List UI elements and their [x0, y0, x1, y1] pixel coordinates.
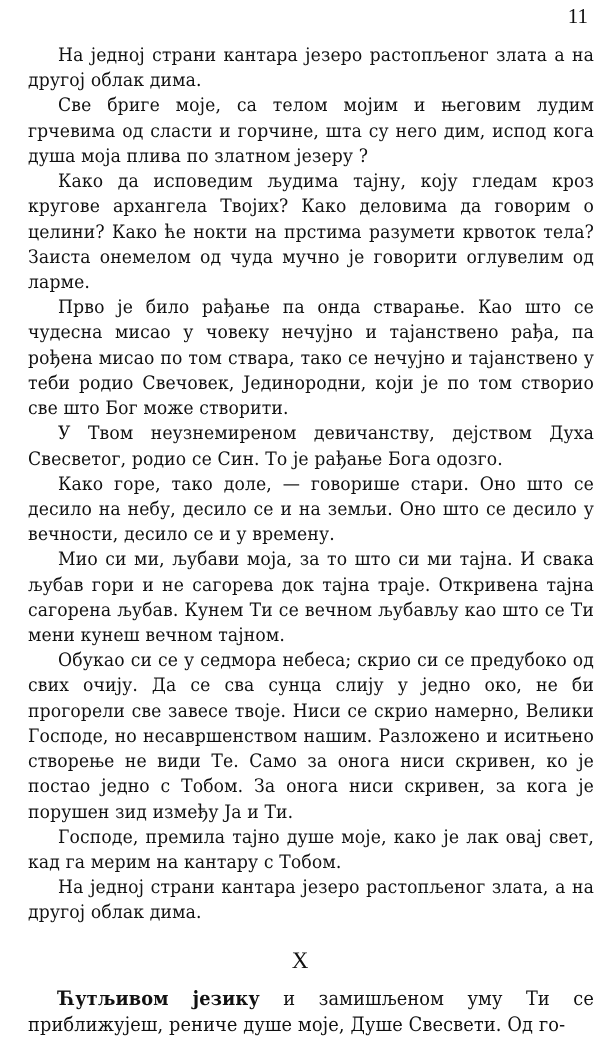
paragraph: Мио си ми, љубави моја, за то што си ми тајна. И свака љубав гори и не сагорева док тајна траје. Откривена тајна сагорена љубав. Кунем Ти се вечном љубављу као што се Ти мени кунеш вечном тајном. [28, 547, 594, 647]
paragraph: Како горе, тако доле, — говорише стари. Оно што се десило на небу, десило се и на земљи. Оно што се десило у вечности, десило се и у времену. [28, 471, 594, 546]
section-heading: X [291, 948, 309, 973]
paragraph: Како да исповедим људима тајну, коју гледам кроз кругове архангела Твојих? Како деловима да говорим о целини? Како ће нокти на прстима разумети крвоток тела? Заиста онемелом од чуда мучно је говорити оглувелим од ларме. [28, 169, 594, 293]
paragraph-lead: Ћутљивом језику [58, 987, 260, 1010]
paragraph: На једној страни кантара језеро растопљеног злата, а на другој облак дима. [28, 875, 594, 924]
paragraph: У Твом неузнемиреном девичанству, дејством Духа Свесветог, родио се Син. То је рађање Бога одозго. [28, 421, 594, 470]
paragraph [28, 986, 594, 1038]
page-number: 11 [567, 4, 588, 28]
paragraph: На једној страни кантара језеро растопљеног злата а на другој облак дима. [28, 43, 594, 92]
paragraph-rest: и замишљеном уму Ти се приближујеш, рениче душе моје, Душе Свесвети. Од го- [28, 987, 594, 1036]
paragraph: Обукао си се у седмора небеса; скрио си се предубоко од свих очију. Да се сва сунца слију у једно око, не би прогорели све завесе твоје. Ниси се скрио намерно, Велики Господе, но несавршенством нашим. Разложено и иситњено створење не види Те. Само за онога ниси скривен, ко је постао једно с Тобом. За онога ниси скривен, за кога је порушен зид између Ја и Ти. [28, 648, 594, 823]
paragraph: Прво је било рађање па онда стварање. Као што се чудесна мисао у човеку нечујно и тајанствено рађа, па рођена мисао по том ствара, тако се нечујно и тајанствено у теби родио Свечовек, Јединородни, који је по том створио све што Бог може створити. [28, 295, 594, 420]
last-paragraph [28, 986, 594, 1038]
paragraph: Господе, премила тајно душе моје, како је лак овај свет, кад га мерим на кантару с Тобом. [28, 824, 594, 873]
body-text [28, 42, 594, 925]
paragraph: Све бриге моје, са телом мојим и његовим лудим грчевима од сласти и горчине, шта су него дим, испод кога душа моја плива по златном језеру ? [28, 93, 594, 167]
